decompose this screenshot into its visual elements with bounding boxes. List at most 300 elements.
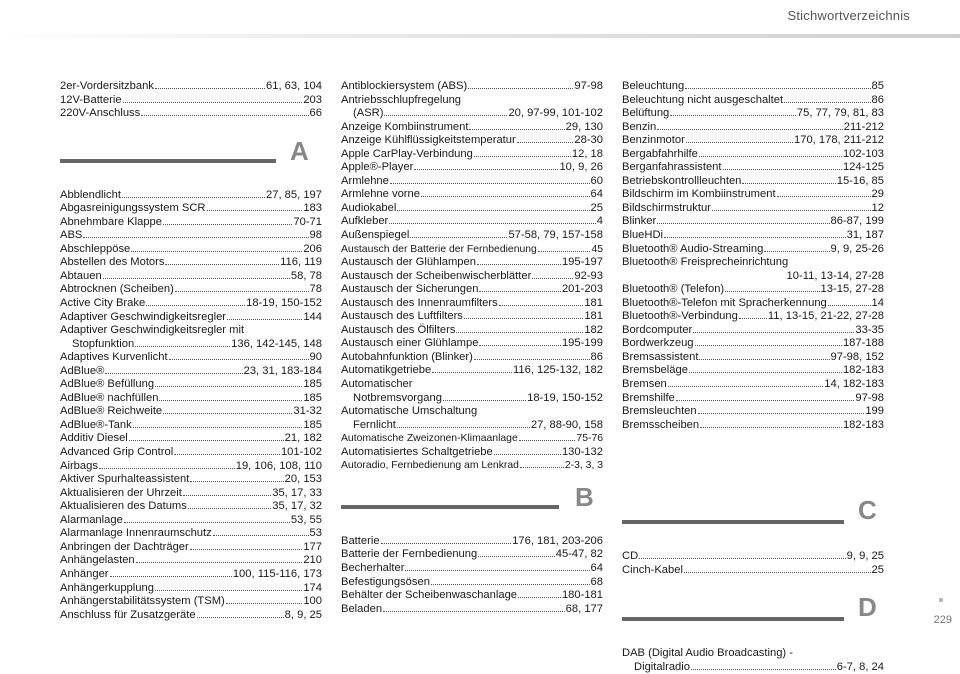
entry-row	[622, 564, 884, 578]
entry-row	[60, 609, 322, 623]
entry-pages: 176, 181, 203-206	[512, 534, 603, 547]
entry-term: Austausch der Sicherungen	[341, 283, 479, 296]
entry-term: 2er-Vordersitzbank	[60, 80, 154, 92]
entry-pages: 98	[309, 229, 322, 242]
entry-pages: 187-188	[842, 337, 884, 350]
page-header	[0, 0, 960, 44]
entry-leader	[163, 413, 292, 414]
entry-pages: 4	[596, 215, 603, 228]
entry-row	[60, 202, 322, 216]
entry-row	[341, 215, 603, 229]
entry-row	[622, 661, 884, 674]
entry-term: Austausch der Glühlampen	[341, 256, 476, 269]
entry-leader	[397, 210, 589, 211]
page-marker	[939, 598, 943, 602]
list-group-b	[341, 535, 603, 616]
entry-leader	[383, 611, 565, 612]
entry-pages: 181	[584, 296, 603, 309]
entry-pages: 203	[303, 93, 322, 106]
entry-term: Apple®-Player	[341, 161, 414, 174]
entry-row	[622, 419, 884, 433]
index-entry	[60, 446, 322, 460]
entry-row	[60, 446, 322, 460]
entry-term: Becherhalter	[341, 561, 405, 574]
entry-leader	[110, 576, 232, 577]
entry-term: Betriebskontrollleuchten	[622, 174, 742, 187]
entry-term: Bluetooth® Freisprecheinrichtung	[622, 256, 789, 269]
entry-term: AdBlue® Befüllung	[60, 378, 155, 391]
index-entry	[60, 473, 322, 487]
entry-leader	[129, 440, 284, 441]
entry-row	[341, 202, 603, 216]
index-entry	[60, 256, 322, 270]
index-entry	[60, 500, 322, 514]
entry-leader	[207, 210, 303, 211]
entry-pages: 23, 31, 183-184	[243, 364, 322, 377]
entry-row	[341, 603, 603, 617]
entry-row	[60, 297, 322, 311]
entry-pages: 199	[865, 405, 884, 418]
entry-term: Automatisiertes Schaltgetriebe	[341, 445, 493, 458]
entry-pages: 20, 153	[284, 473, 322, 486]
entry-pages: 180-181	[561, 589, 603, 602]
entry-term: Alarmanlage Innenraumschutz	[60, 527, 212, 540]
index-entry	[341, 324, 603, 338]
entry-row	[341, 270, 603, 284]
entry-leader	[693, 332, 854, 333]
entry-pages: 18-19, 150-152	[246, 297, 322, 310]
entry-term: ABS	[60, 229, 83, 242]
entry-pages: 206	[303, 242, 322, 255]
entry-leader	[742, 183, 835, 184]
entry-term: Aktualisieren des Datums	[60, 500, 187, 513]
entry-pages: 136, 142-145, 148	[231, 337, 322, 350]
entry-term: 220V-Anschluss	[60, 107, 141, 120]
entry-term: Bordcomputer	[622, 323, 693, 336]
entry-term: Bluetooth® Audio-Streaming	[622, 242, 764, 255]
entry-leader	[828, 305, 871, 306]
list-group-a-continued	[341, 80, 603, 473]
entry-term: Autoradio, Fernbedienung am Lenkrad	[341, 460, 519, 472]
entry-leader	[432, 372, 512, 373]
entry-pages: 21, 182	[284, 432, 322, 445]
index-entry	[341, 405, 603, 419]
entry-pages: 181	[584, 310, 603, 323]
index-entry	[622, 107, 884, 121]
index-entry	[341, 603, 603, 617]
entry-term: Abstellen des Motors	[60, 256, 165, 269]
entry-term: AdBlue® nachfüllen	[60, 391, 159, 404]
index-entry	[622, 550, 884, 564]
entry-leader	[122, 197, 265, 198]
entry-leader	[464, 318, 583, 319]
section-bar	[341, 505, 559, 509]
entry-row	[341, 589, 603, 603]
entry-pages: 66	[309, 107, 322, 120]
entry-row	[60, 554, 322, 568]
index-entry	[622, 405, 884, 419]
entry-row	[622, 134, 884, 148]
entry-term: Batterie der Fernbedienung	[341, 548, 478, 561]
entry-term: Abtrocknen (Scheiben)	[60, 283, 174, 296]
entry-row	[341, 229, 603, 243]
entry-row	[341, 175, 603, 189]
entry-leader	[197, 617, 284, 618]
entry-row	[60, 80, 322, 94]
entry-term: Bordwerkzeug	[622, 337, 694, 350]
entry-term: Beladen	[341, 602, 383, 615]
entry-term: Adaptiver Geschwindigkeitsregler mit	[60, 324, 245, 337]
index-entry	[60, 365, 322, 379]
entry-term: Abschleppöse	[60, 242, 131, 255]
entry-term: Automatische Umschaltung	[341, 405, 478, 418]
index-entry	[622, 419, 884, 433]
entry-pages: 182-183	[842, 418, 884, 431]
entry-term: Armlehne	[341, 174, 389, 187]
entry-leader	[99, 468, 235, 469]
index-entry	[341, 419, 603, 433]
index-entry	[622, 134, 884, 148]
entry-row	[60, 311, 322, 325]
entry-leader	[165, 264, 279, 265]
entry-term: Beleuchtung	[622, 80, 685, 92]
entry-row	[622, 550, 884, 564]
index-column-1	[60, 80, 322, 622]
entry-term: DAB (Digital Audio Broadcasting) -	[622, 647, 793, 660]
entry-row	[60, 256, 322, 270]
entry-pages: 195-197	[561, 256, 603, 269]
entry-term: Abtauen	[60, 269, 102, 282]
entry-leader	[469, 129, 564, 130]
entry-leader	[477, 264, 561, 265]
entry-term: Antriebsschlupfregelung	[341, 93, 462, 106]
entry-pages: 210	[303, 554, 322, 567]
entry-leader	[699, 156, 842, 157]
entry-leader	[657, 129, 843, 130]
list-group-c	[622, 550, 884, 577]
index-entry	[341, 175, 603, 189]
entry-pages: 8, 9, 25	[284, 608, 322, 621]
entry-row	[341, 364, 603, 378]
index-entry	[60, 311, 322, 325]
entry-leader	[381, 543, 512, 544]
index-entry	[60, 554, 322, 568]
entry-term: Bremshilfe	[622, 391, 675, 404]
entry-term: Autobahnfunktion (Blinker)	[341, 350, 473, 363]
entry-leader	[397, 427, 530, 428]
index-entry	[60, 582, 322, 596]
index-entry	[341, 80, 603, 94]
entry-term: Digitalradio	[634, 660, 690, 673]
section-letter: A	[290, 135, 309, 166]
entry-term: CD	[622, 550, 639, 563]
entry-term: Bildschirm im Kombiinstrument	[622, 188, 776, 201]
entry-pages: 25	[590, 201, 603, 214]
entry-term: AdBlue®	[60, 364, 105, 377]
entry-leader	[188, 508, 271, 509]
index-entry	[60, 487, 322, 501]
index-entry	[341, 148, 603, 162]
entry-row	[60, 568, 322, 582]
entry-term: 12V-Batterie	[60, 93, 122, 106]
entry-leader	[190, 481, 283, 482]
entry-row	[622, 364, 884, 378]
entry-pages: 124-125	[842, 161, 884, 174]
index-column-2	[341, 80, 603, 616]
entry-term: Aufkleber	[341, 215, 389, 228]
list-group-top	[60, 80, 322, 121]
entry-term: Bluetooth® (Telefon)	[622, 283, 725, 296]
entry-row	[60, 216, 322, 230]
entry-leader	[538, 251, 591, 252]
entry-pages: 45	[591, 243, 603, 255]
index-entry	[60, 568, 322, 582]
entry-leader	[664, 237, 846, 238]
entry-term: (ASR)	[353, 107, 384, 120]
index-entry	[341, 202, 603, 216]
entry-pages: 86	[871, 93, 884, 106]
entry-row	[341, 337, 603, 351]
entry-pages: 29	[871, 188, 884, 201]
index-entry	[60, 405, 322, 419]
entry-term: Anhänger	[60, 567, 109, 580]
entry-pages: 31-32	[293, 405, 322, 418]
entry-row	[60, 270, 322, 284]
entry-pages: 9, 9, 25	[846, 550, 884, 563]
index-entry	[622, 215, 884, 229]
index-entry	[622, 364, 884, 378]
entry-row	[60, 378, 322, 392]
index-entry	[341, 283, 603, 297]
index-entry	[622, 94, 884, 108]
entry-pages: 64	[590, 561, 603, 574]
entry-term: Apple CarPlay-Verbindung	[341, 147, 473, 160]
entry-leader	[410, 237, 507, 238]
entry-pages: 35, 17, 33	[272, 486, 322, 499]
entry-row	[60, 527, 322, 541]
entry-term: Audiokabel	[341, 201, 397, 214]
entry-term: Bremsen	[622, 378, 667, 391]
entry-leader	[163, 224, 292, 225]
entry-leader	[784, 102, 870, 103]
entry-leader	[443, 400, 526, 401]
entry-pages: 18-19, 150-152	[527, 391, 603, 404]
index-entry	[60, 202, 322, 216]
index-entry	[341, 562, 603, 576]
entry-pages: 53, 55	[290, 513, 322, 526]
index-entry	[341, 256, 603, 270]
entry-leader	[699, 359, 829, 360]
entry-leader	[532, 278, 573, 279]
entry-pages: 185	[303, 378, 322, 391]
entry-pages: 97-98	[574, 80, 603, 92]
index-entry	[622, 661, 884, 674]
entry-row	[60, 541, 322, 555]
entry-pages: 183	[303, 202, 322, 215]
entry-row	[60, 419, 322, 433]
entry-pages: 19, 106, 108, 110	[235, 459, 322, 472]
entry-row	[60, 365, 322, 379]
entry-pages: 201-203	[561, 283, 603, 296]
entry-pages: 25	[871, 563, 884, 576]
entry-pages: 182	[584, 323, 603, 336]
entry-row	[622, 324, 884, 338]
entry-pages: 144	[303, 310, 322, 323]
list-group-a	[60, 189, 322, 623]
entry-pages: 97-98, 152	[830, 350, 884, 363]
entry-term: Adaptives Kurvenlicht	[60, 351, 168, 364]
entry-row	[622, 351, 884, 365]
entry-pages: 33-35	[855, 323, 884, 336]
index-entry	[341, 310, 603, 324]
entry-leader	[777, 196, 871, 197]
section-letter: C	[858, 495, 877, 526]
entry-row	[622, 188, 884, 202]
entry-leader	[764, 251, 829, 252]
entry-pages: 97-98	[855, 391, 884, 404]
entry-pages: 14	[871, 296, 884, 309]
entry-term: Austausch des Ölfilters	[341, 323, 456, 336]
entry-pages: 15-16, 85	[836, 174, 884, 187]
index-entry	[60, 595, 322, 609]
entry-pages: 78	[309, 283, 322, 296]
entry-row	[622, 283, 884, 297]
section-letter: B	[575, 481, 594, 512]
entry-leader	[213, 535, 309, 536]
entry-row	[60, 405, 322, 419]
index-entry	[60, 80, 322, 94]
section-header-a	[60, 135, 322, 189]
index-entry	[622, 243, 884, 257]
index-entry	[341, 392, 603, 406]
entry-term: Bergabfahrhilfe	[622, 147, 698, 160]
entry-leader	[700, 427, 842, 428]
entry-row	[60, 392, 322, 406]
entry-pages: 64	[590, 188, 603, 201]
entry-term: Abblendlicht	[60, 188, 121, 201]
entry-pages: 185	[303, 391, 322, 404]
index-entry	[622, 270, 884, 284]
index-entry	[341, 94, 603, 108]
list-group-b-continued	[622, 80, 884, 432]
index-entry	[622, 324, 884, 338]
entry-row	[341, 256, 603, 270]
index-entry	[341, 107, 603, 121]
entry-row	[622, 297, 884, 311]
entry-pages: 2-3, 3, 3	[564, 460, 603, 472]
entry-pages: 170, 178, 211-212	[794, 134, 884, 147]
entry-term: Automatischer	[341, 378, 413, 391]
index-entry	[622, 80, 884, 94]
entry-term: Berganfahrassistent	[622, 161, 722, 174]
entry-row	[622, 392, 884, 406]
entry-leader	[668, 386, 824, 387]
entry-pages: 102-103	[842, 147, 884, 160]
index-entry	[60, 229, 322, 243]
entry-leader	[405, 570, 589, 571]
entry-pages: 58, 78	[290, 269, 322, 282]
index-entry	[622, 229, 884, 243]
entry-term: Cinch-Kabel	[622, 563, 683, 576]
entry-term: Armlehne vorne	[341, 188, 420, 201]
entry-term: BlueHDi	[622, 229, 664, 242]
entry-pages: 9, 9, 25-26	[830, 242, 884, 255]
index-entry	[60, 107, 322, 121]
entry-pages: 182-183	[842, 364, 884, 377]
entry-term: AdBlue® Reichweite	[60, 405, 163, 418]
entry-row	[341, 535, 603, 549]
entry-term: Blinker	[622, 215, 657, 228]
entry-term: Automatikgetriebe	[341, 364, 432, 377]
entry-row	[341, 459, 603, 473]
index-entry	[60, 270, 322, 284]
entry-pages: 53	[309, 527, 322, 540]
index-entry	[622, 337, 884, 351]
entry-pages: 12	[871, 201, 884, 214]
index-entry	[341, 134, 603, 148]
entry-row	[341, 134, 603, 148]
entry-row	[341, 243, 603, 257]
entry-term: Befestigungsösen	[341, 575, 430, 588]
entry-pages: 11, 13-15, 21-22, 27-28	[767, 310, 884, 323]
entry-leader	[124, 522, 290, 523]
index-entry	[341, 121, 603, 135]
entry-leader	[685, 88, 870, 89]
entry-leader	[414, 169, 558, 170]
index-entry	[622, 283, 884, 297]
entry-leader	[517, 142, 574, 143]
entry-row	[622, 94, 884, 108]
entry-pages: 75, 77, 79, 81, 83	[796, 107, 884, 120]
entry-row	[622, 229, 884, 243]
index-entry	[60, 94, 322, 108]
entry-row	[622, 405, 884, 419]
entry-row	[341, 576, 603, 590]
entry-row	[341, 392, 603, 406]
entry-leader	[226, 603, 303, 604]
index-entry	[60, 378, 322, 392]
entry-row	[622, 337, 884, 351]
entry-row	[341, 121, 603, 135]
entry-leader	[390, 183, 590, 184]
entry-term: Anschluss für Zusatzgeräte	[60, 608, 196, 621]
section-letter: D	[858, 592, 877, 623]
entry-row	[60, 595, 322, 609]
entry-term: Bluetooth®-Telefon mit Spracherkennung	[622, 296, 827, 309]
entry-term: Anzeige Kombiinstrument	[341, 120, 469, 133]
page-title: Stichwortverzeichnis	[787, 8, 910, 23]
entry-leader	[689, 372, 842, 373]
index-entry	[622, 148, 884, 162]
index-entry	[622, 161, 884, 175]
entry-leader	[384, 115, 507, 116]
entry-row	[60, 283, 322, 297]
index-entry	[341, 243, 603, 257]
entry-leader	[155, 590, 302, 591]
entry-pages: 35, 17, 32	[272, 500, 322, 513]
entry-leader	[421, 196, 590, 197]
entry-pages: 61, 63, 104	[266, 80, 322, 92]
entry-term: Behälter der Scheibenwaschanlage	[341, 589, 518, 602]
entry-row	[622, 161, 884, 175]
index-entry	[60, 324, 322, 338]
entry-leader	[695, 345, 842, 346]
index-entry	[60, 189, 322, 203]
entry-pages: 85	[871, 80, 884, 92]
entry-row	[622, 148, 884, 162]
index-entry	[60, 527, 322, 541]
entry-term: Austausch der Batterie der Fernbedienung	[341, 243, 537, 255]
